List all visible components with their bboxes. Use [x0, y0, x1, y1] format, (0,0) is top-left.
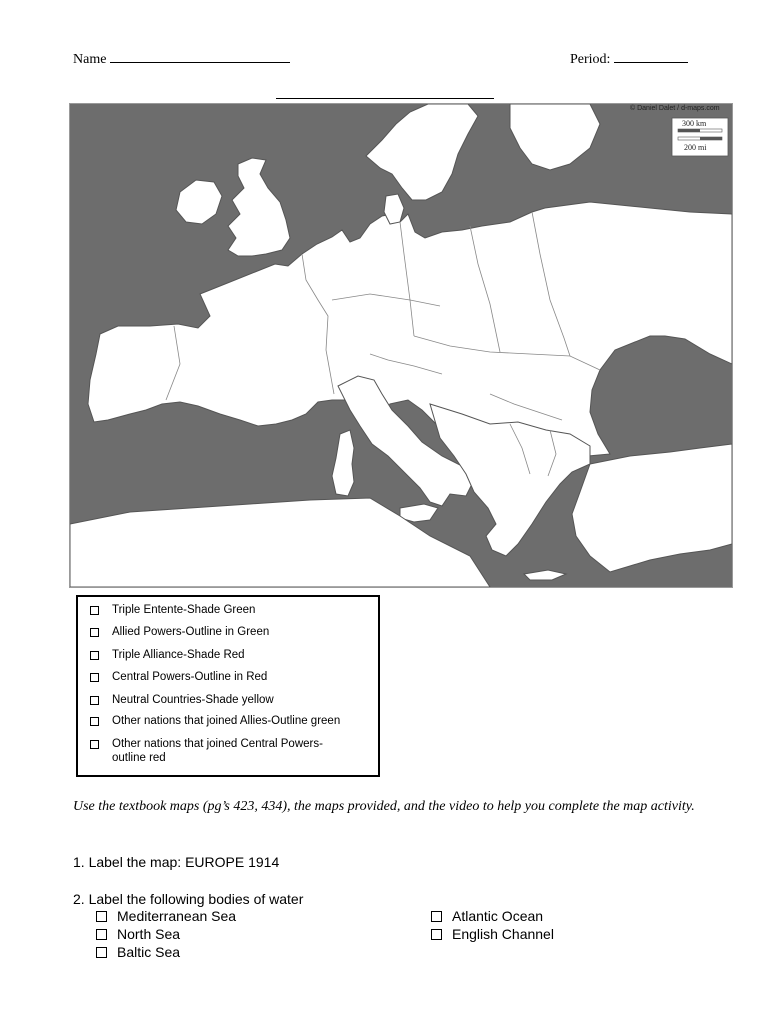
name-label: Name — [73, 52, 107, 67]
map-credit: © Daniel Dalet / d-maps.com — [630, 105, 720, 112]
checkbox-icon[interactable] — [90, 651, 99, 660]
period-blank[interactable] — [614, 48, 688, 63]
checkbox-icon[interactable] — [96, 911, 107, 922]
checkbox-icon[interactable] — [431, 911, 442, 922]
instructions: Use the textbook maps (pg’s 423, 434), the maps provided, and the video to help you complete the map activity. — [73, 799, 695, 814]
legend-box: Triple Entente-Shade Green Allied Powers-Outline in Green Triple Alliance-Shade Red Central Powers-Outline in Red Neutral Countries-Shade yellow Other nations that joined Allies-Outline green Other nations that joined Central Powers-outline red — [76, 595, 380, 777]
question-2: 2. Label the following bodies of water — [73, 891, 304, 907]
checkbox-icon[interactable] — [90, 673, 99, 682]
scale-km-label: 300 km — [682, 119, 707, 128]
checkbox-icon[interactable] — [96, 929, 107, 940]
checkbox-icon[interactable] — [431, 929, 442, 940]
checkbox-icon[interactable] — [90, 740, 99, 749]
checkbox-icon[interactable] — [90, 606, 99, 615]
name-field[interactable] — [73, 48, 290, 68]
europe-map — [69, 103, 733, 588]
period-label: Period: — [570, 52, 611, 67]
name-blank[interactable] — [110, 48, 290, 63]
question-1: 1. Label the map: EUROPE 1914 — [73, 854, 280, 870]
checkbox-icon[interactable] — [96, 947, 107, 958]
map-svg — [70, 104, 732, 587]
scale-mi-label: 200 mi — [684, 143, 707, 152]
title-blank-line[interactable] — [276, 98, 494, 99]
checkbox-icon[interactable] — [90, 628, 99, 637]
checkbox-icon[interactable] — [90, 696, 99, 705]
period-field[interactable] — [570, 48, 688, 68]
checkbox-icon[interactable] — [90, 717, 99, 726]
